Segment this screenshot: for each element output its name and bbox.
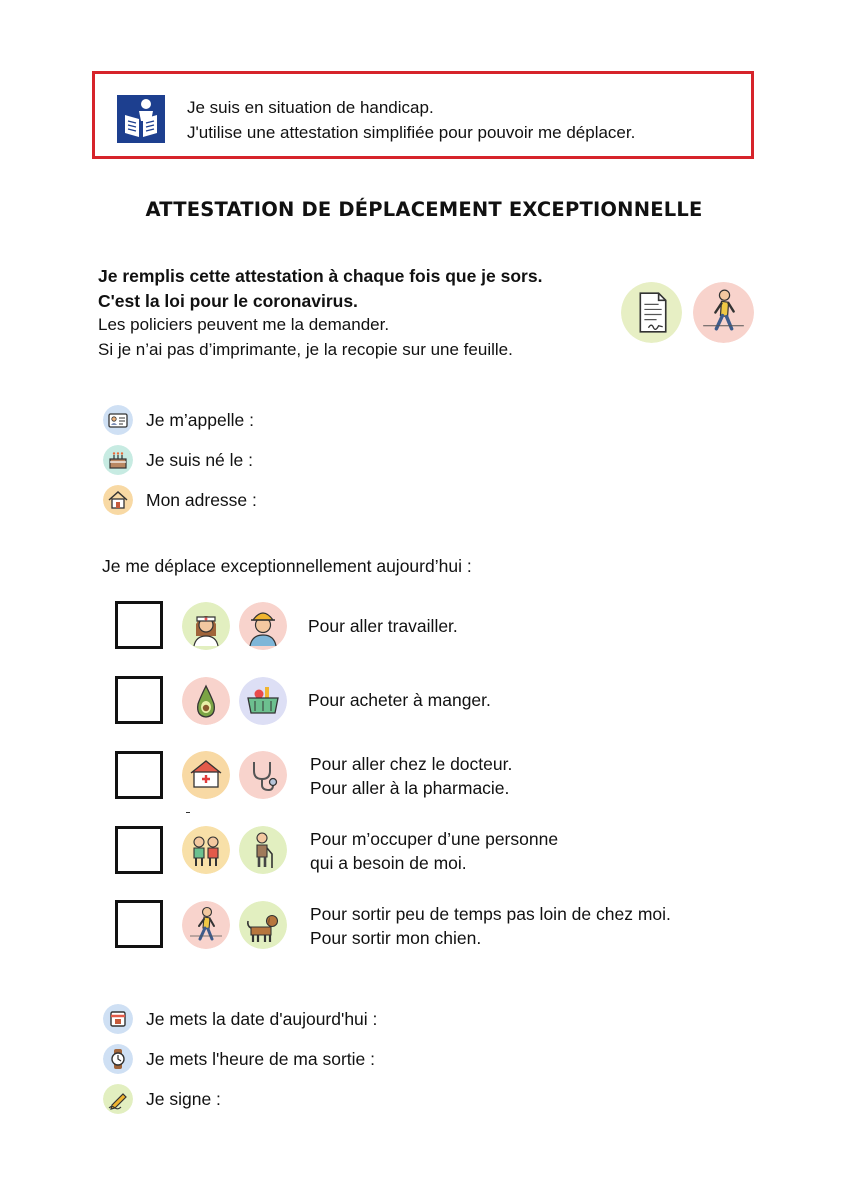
reason-work-line-1: Pour aller travailler. (308, 616, 458, 636)
page-title: ATTESTATION DE DÉPLACEMENT EXCEPTIONNELLE (145, 198, 703, 221)
signed-document-icon (621, 282, 682, 343)
watch-icon (103, 1044, 133, 1074)
signature-label: Je signe : (146, 1089, 221, 1109)
children-icon (182, 826, 230, 874)
reason-care-checkbox[interactable] (115, 826, 163, 874)
banner-text (187, 95, 635, 145)
reason-walk-checkbox[interactable] (115, 900, 163, 948)
reason-health-checkbox[interactable] (115, 751, 163, 799)
reason-health-text (310, 752, 512, 800)
reasons-intro: Je me déplace exceptionnellement aujourd’hui : (102, 556, 472, 576)
address-label: Mon adresse : (146, 490, 257, 510)
banner-line-1: Je suis en situation de handicap. (187, 98, 434, 117)
reason-health-line-1: Pour aller chez le docteur. (310, 754, 513, 774)
reason-food-checkbox[interactable] (115, 676, 163, 724)
handicap-banner (92, 71, 754, 159)
intro-line-4: Si je n’ai pas d’imprimante, je la recopie sur une feuille. (98, 339, 513, 359)
easy-read-logo-icon (117, 95, 165, 143)
reason-work-text (308, 614, 458, 638)
name-label: Je m’appelle : (146, 410, 254, 430)
reason-work-checkbox[interactable] (115, 601, 163, 649)
hospital-icon (182, 751, 230, 799)
avocado-icon (182, 677, 230, 725)
walking-person-icon (693, 282, 754, 343)
birthday-cake-icon (103, 445, 133, 475)
reason-food-text (308, 688, 491, 712)
elderly-person-icon (239, 826, 287, 874)
intro-line-2: C'est la loi pour le coronavirus. (98, 290, 358, 311)
dog-icon (239, 901, 287, 949)
shopping-basket-icon (239, 677, 287, 725)
reason-health-line-2: Pour aller à la pharmacie. (310, 778, 510, 798)
stethoscope-icon (239, 751, 287, 799)
reason-food-line-1: Pour acheter à manger. (308, 690, 491, 710)
id-card-icon (103, 405, 133, 435)
calendar-icon (103, 1004, 133, 1034)
reason-walk-line-1: Pour sortir peu de temps pas loin de chez moi. (310, 904, 671, 924)
time-label: Je mets l'heure de ma sortie : (146, 1049, 375, 1069)
reason-walk-text (310, 902, 671, 950)
reason-care-line-2: qui a besoin de moi. (310, 853, 467, 873)
reason-care-line-1: Pour m’occuper d’une personne (310, 829, 559, 849)
intro-line-1: Je remplis cette attestation à chaque fois que je sors. (98, 266, 543, 286)
stray-dash (186, 812, 190, 813)
reason-care-text (310, 827, 558, 875)
walking-person-icon (182, 901, 230, 949)
construction-worker-icon (239, 602, 287, 650)
banner-line-2: J'utilise une attestation simplifiée pour pouvoir me déplacer. (187, 123, 636, 142)
date-label: Je mets la date d'aujourd'hui : (146, 1009, 378, 1029)
intro-line-3: Les policiers peuvent me la demander. (98, 315, 390, 334)
nurse-icon (182, 602, 230, 650)
reason-walk-line-2: Pour sortir mon chien. (310, 928, 482, 948)
house-icon (103, 485, 133, 515)
signature-pen-icon (103, 1084, 133, 1114)
birth-date-label: Je suis né le : (146, 450, 253, 470)
intro-text (98, 264, 542, 362)
